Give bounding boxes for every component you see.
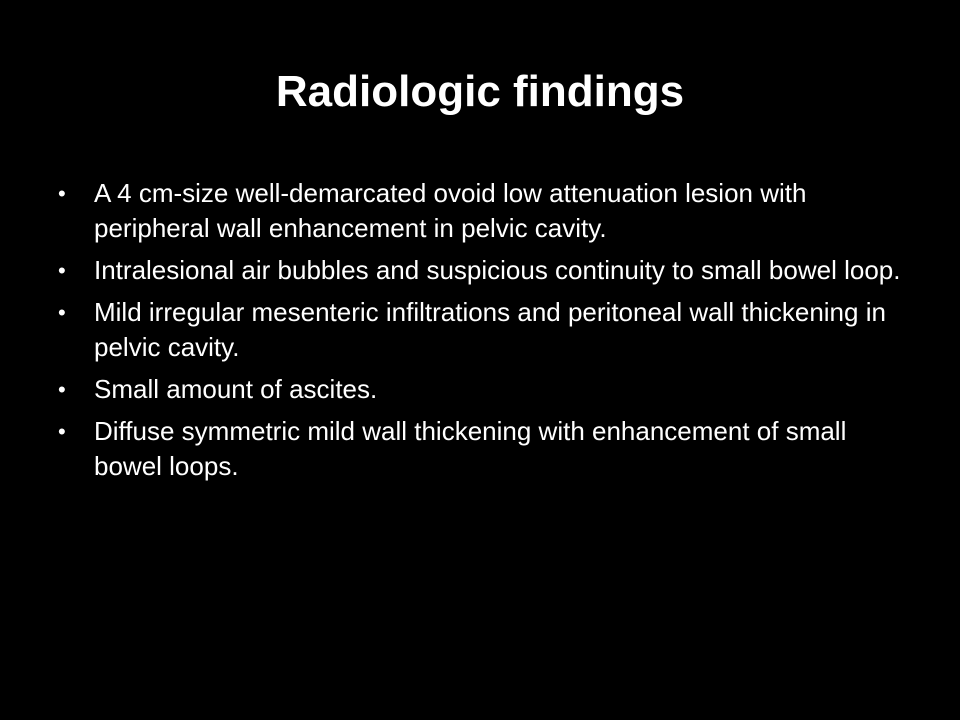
bullet-icon: • (58, 377, 66, 402)
list-item (58, 176, 918, 246)
bullet-icon: • (58, 181, 66, 206)
bullet-icon: • (58, 258, 66, 283)
bullet-text: Mild irregular mesenteric infiltrations and peritoneal wall thickening in pelvic cavity. (94, 297, 886, 362)
slide-title: Radiologic findings (275, 67, 685, 116)
bullet-text: A 4 cm-size well-demarcated ovoid low attenuation lesion with peripheral wall enhancement in pelvic cavity. (94, 178, 807, 243)
bullet-icon: • (58, 419, 66, 444)
list-item (58, 414, 918, 484)
bullet-text: Diffuse symmetric mild wall thickening with enhancement of small bowel loops. (94, 416, 847, 481)
list-item (58, 295, 918, 365)
bullet-text: Intralesional air bubbles and suspicious continuity to small bowel loop. (94, 255, 901, 285)
list-item (58, 253, 918, 288)
list-item (58, 372, 918, 407)
bullet-list (58, 176, 918, 491)
bullet-icon: • (58, 300, 66, 325)
bullet-text: Small amount of ascites. (94, 374, 378, 404)
